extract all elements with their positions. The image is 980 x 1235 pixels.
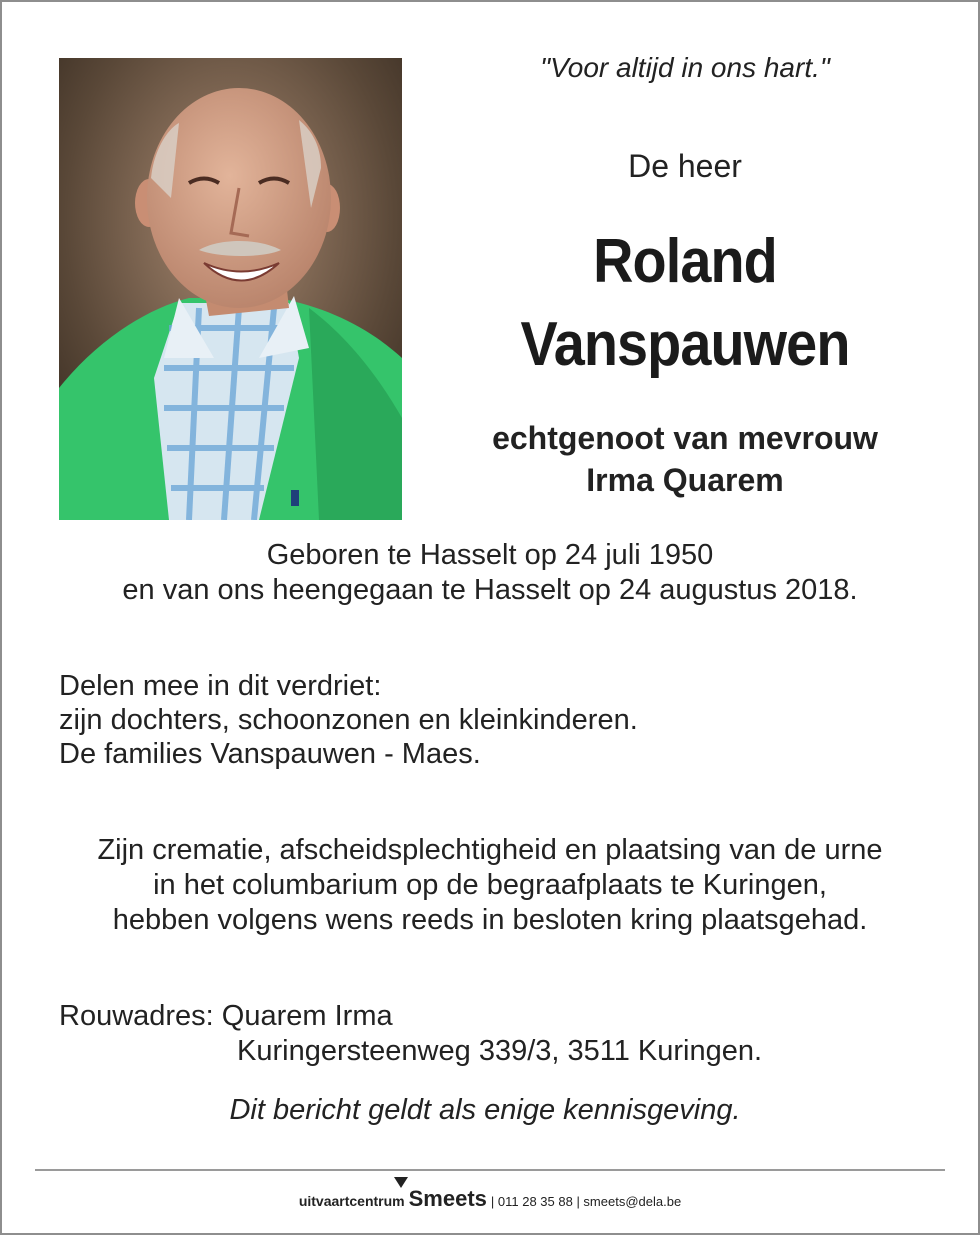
birth-line: Geboren te Hasselt op 24 juli 1950 <box>266 539 714 571</box>
spouse-name: Irma Quarem <box>586 462 784 498</box>
sharing-line-families: De families Vanspauwen - Maes. <box>59 738 481 770</box>
cremation-line-2: in het columbarium op de begraafplaats te Kuringen, <box>153 869 827 901</box>
spouse-relation: echtgenoot van mevrouw <box>492 420 878 456</box>
portrait-photo <box>59 58 402 520</box>
mourning-address-street: Kuringersteenweg 339/3, 3511 Kuringen. <box>237 1035 763 1067</box>
deceased-first-name: Roland <box>593 227 777 296</box>
portrait-illustration <box>59 58 402 520</box>
brand-name: Smeets <box>408 1186 487 1211</box>
mourning-address-label: Rouwadres: Quarem Irma <box>59 1000 393 1032</box>
brand-prefix: uitvaartcentrum <box>298 1193 405 1209</box>
death-line: en van ons heengegaan te Hasselt op 24 augustus 2018. <box>122 574 858 606</box>
sharing-heading: Delen mee in dit verdriet: <box>59 670 382 702</box>
funeral-home-footer <box>0 1186 980 1212</box>
cremation-line-1: Zijn crematie, afscheidsplechtigheid en plaatsing van de urne <box>97 834 883 866</box>
memorial-quote: "Voor altijd in ons hart." <box>540 52 830 83</box>
honorific: De heer <box>628 148 742 184</box>
contact-details: | 011 28 35 88 | smeets@dela.be <box>490 1194 682 1209</box>
sharing-line-family: zijn dochters, schoonzonen en kleinkinderen. <box>59 704 638 736</box>
footer-divider <box>35 1169 945 1171</box>
deceased-last-name: Vanspauwen <box>520 310 850 379</box>
cremation-line-3: hebben volgens wens reeds in besloten kring plaatsgehad. <box>112 904 868 936</box>
notice-line: Dit bericht geldt als enige kennisgeving. <box>229 1094 741 1126</box>
